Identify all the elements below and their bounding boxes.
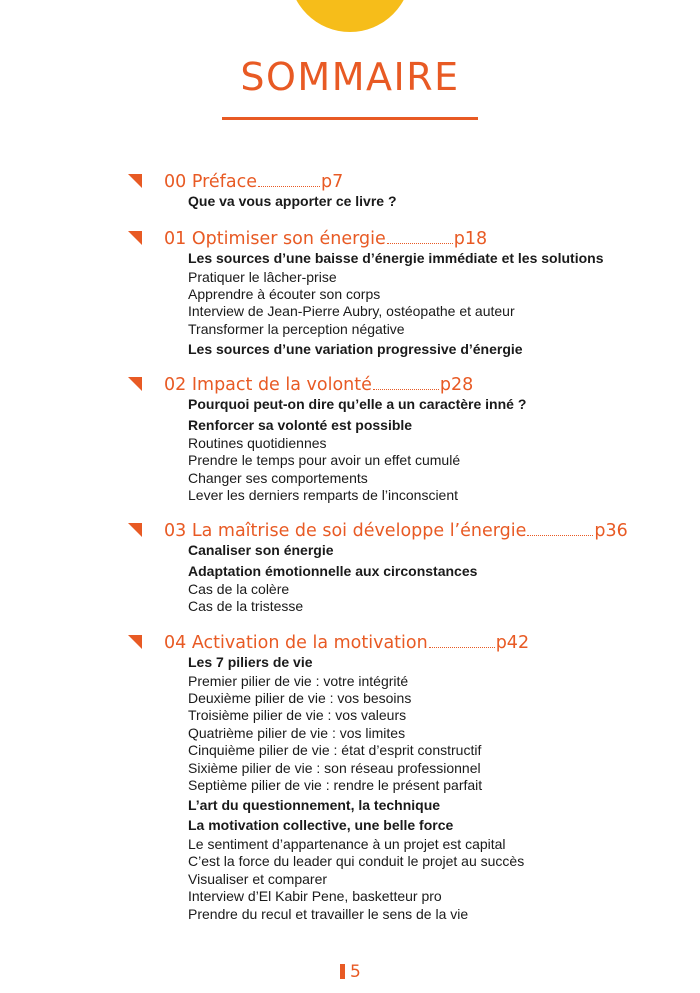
section-title: La maîtrise de soi développe l’énergie: [191, 521, 527, 541]
section-number: 00: [164, 172, 187, 192]
toc-entry[interactable]: Interview de Jean-Pierre Aubry, ostéopathe et auteur: [188, 303, 515, 320]
toc-entry[interactable]: Septième pilier de vie : rendre le présent parfait: [188, 776, 483, 793]
page-footer: [340, 962, 361, 982]
toc-subheading[interactable]: Pourquoi peut-on dire qu’elle a un caractère inné ?: [188, 396, 527, 412]
toc-entry[interactable]: Quatrième pilier de vie : vos limites: [188, 724, 406, 741]
section-title: Préface: [191, 172, 257, 192]
toc-subheading[interactable]: La motivation collective, une belle force: [188, 817, 454, 834]
toc-entry[interactable]: Interview d’El Kabir Pene, basketteur pro: [188, 888, 442, 905]
section-page: p18: [453, 229, 488, 249]
dot-leader: [258, 172, 320, 187]
dot-leader: [387, 229, 453, 244]
section-marker-triangle: [128, 523, 142, 537]
toc-subheading[interactable]: L’art du questionnement, la technique: [188, 796, 441, 813]
toc-entry[interactable]: Routines quotidiennes: [188, 435, 327, 451]
toc-entry[interactable]: Visualiser et comparer: [188, 870, 328, 887]
section-number: 04: [164, 633, 187, 653]
toc-entry[interactable]: Premier pilier de vie : votre intégrité: [188, 672, 409, 689]
toc-entry[interactable]: Deuxième pilier de vie : vos besoins: [188, 689, 412, 706]
toc-entry[interactable]: Troisième pilier de vie : vos valeurs: [188, 707, 407, 724]
section-page: p28: [439, 375, 474, 395]
toc-entry[interactable]: Pratiquer le lâcher-prise: [188, 268, 337, 285]
toc-entry[interactable]: C’est la force du leader qui conduit le projet au succès: [188, 853, 525, 870]
toc-subheading[interactable]: Canaliser son énergie: [188, 542, 334, 558]
toc-entry[interactable]: Sixième pilier de vie : son réseau professionnel: [188, 759, 481, 776]
section-heading[interactable]: [164, 229, 487, 249]
page-number-bar: [340, 964, 345, 979]
toc-entry[interactable]: Changer ses comportements: [188, 469, 368, 486]
section-marker-triangle: [128, 377, 142, 391]
toc-entry[interactable]: Apprendre à écouter son corps: [188, 285, 381, 302]
section-heading[interactable]: [164, 521, 628, 541]
title-underline: [222, 117, 478, 120]
section-page: p7: [320, 172, 344, 192]
dot-leader: [373, 375, 439, 390]
toc-entry[interactable]: Le sentiment d’appartenance à un projet est capital: [188, 835, 506, 852]
toc-entry[interactable]: Cas de la colère: [188, 581, 290, 597]
section-title: Optimiser son énergie: [191, 229, 386, 249]
toc-subheading[interactable]: Que va vous apporter ce livre ?: [188, 193, 397, 209]
section-title: Activation de la motivation: [191, 633, 428, 653]
dot-leader: [429, 633, 495, 648]
section-number: 01: [164, 229, 187, 249]
page-title: SOMMAIRE: [240, 55, 460, 99]
toc-subheading[interactable]: Les sources d’une baisse d’énergie immédiate et les solutions: [188, 250, 604, 266]
dot-leader: [527, 521, 593, 536]
toc-entry[interactable]: Prendre du recul et travailler le sens de la vie: [188, 905, 469, 922]
toc-entry[interactable]: Lever les derniers remparts de l’inconscient: [188, 487, 459, 504]
section-page: p36: [594, 521, 628, 541]
toc-entry[interactable]: Cinquième pilier de vie : état d’esprit constructif: [188, 742, 482, 759]
section-number: 02: [164, 375, 187, 395]
section-marker-triangle: [128, 635, 142, 649]
section-heading[interactable]: [164, 172, 343, 192]
section-page: p42: [495, 633, 530, 653]
page-number: 5: [350, 962, 361, 982]
section-heading[interactable]: [164, 375, 473, 395]
toc-subheading[interactable]: Renforcer sa volonté est possible: [188, 416, 413, 433]
section-heading[interactable]: [164, 633, 529, 653]
toc-entry[interactable]: Transformer la perception négative: [188, 320, 405, 337]
section-number: 03: [164, 521, 187, 541]
toc-entry[interactable]: Prendre le temps pour avoir un effet cumulé: [188, 452, 461, 469]
toc-entry[interactable]: Cas de la tristesse: [188, 598, 304, 615]
decorative-sun-circle: [289, 0, 411, 32]
section-marker-triangle: [128, 174, 142, 188]
section-marker-triangle: [128, 231, 142, 245]
toc-subheading[interactable]: Les 7 piliers de vie: [188, 654, 313, 670]
section-title: Impact de la volonté: [191, 375, 372, 395]
toc-subheading[interactable]: Adaptation émotionnelle aux circonstances: [188, 562, 478, 579]
toc-subheading[interactable]: Les sources d’une variation progressive d’énergie: [188, 340, 523, 357]
